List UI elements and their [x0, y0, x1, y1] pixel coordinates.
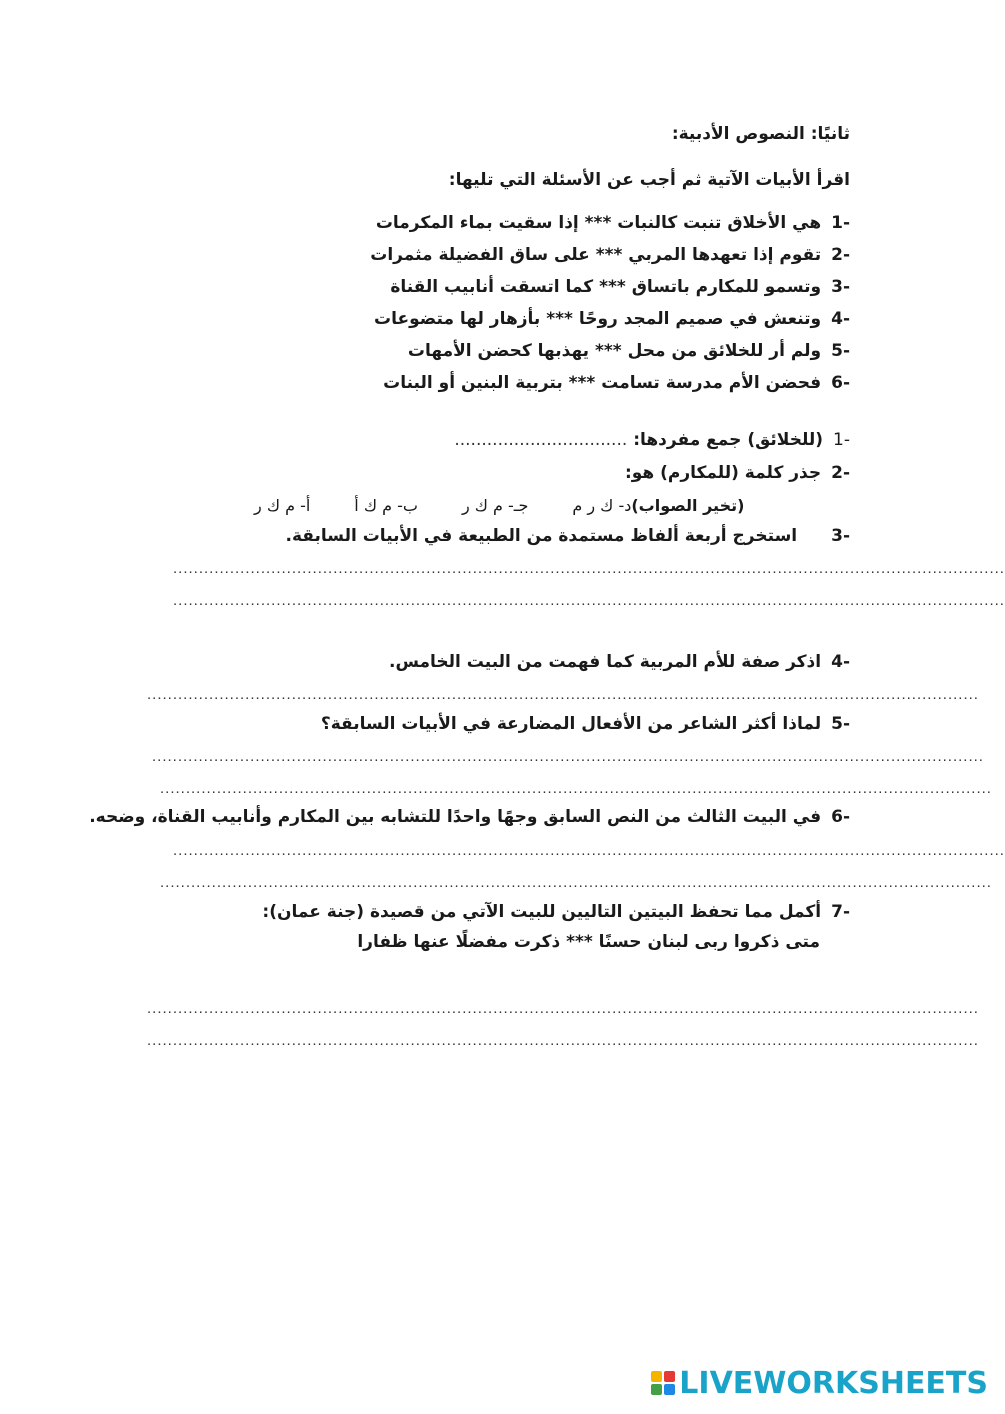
verse-2 [370, 243, 850, 267]
answer-line[interactable]: ................................................................................................................................................................. [173, 592, 1005, 609]
question-4 [389, 650, 850, 674]
question-number: 3- [831, 526, 850, 546]
verse-number: 5- [831, 341, 850, 361]
verse-text: هي الأخلاق تنبت كالنبات *** إذا سقيت بماء المكرمات [375, 213, 822, 233]
verse-1 [376, 211, 850, 235]
question-7 [262, 900, 850, 924]
question-text: (للخلائق) جمع مفردها: [633, 430, 824, 450]
instruction: اقرأ الأبيات الآتية ثم أجب عن الأسئلة التي تليها: [448, 170, 850, 190]
question-number: 1- [833, 430, 850, 450]
answer-line[interactable]: ................................................................................................................................................................. [147, 686, 979, 703]
verse-5 [408, 339, 850, 363]
question-text: استخرج أربعة ألفاظ مستمدة من الطبيعة في الأبيات السابقة. [285, 526, 798, 546]
verse-6 [383, 371, 850, 395]
verse-number: 6- [831, 373, 850, 393]
answer-line[interactable]: ................................................................................................................................................................. [147, 1000, 979, 1017]
answer-line[interactable]: ................................................................................................................................................................. [173, 560, 1005, 577]
verse-number: 2- [831, 245, 850, 265]
question-text: اذكر صفة للأم المربية كما فهمت من البيت الخامس. [389, 652, 822, 672]
answer-line[interactable]: ................................................................................................................................................................. [160, 780, 992, 797]
verse-3 [390, 275, 850, 299]
section-title: ثانيًا: النصوص الأدبية: [671, 124, 850, 144]
verse-number: 1- [831, 213, 850, 233]
answer-options [210, 493, 850, 517]
verse-4 [374, 307, 850, 331]
verse-text: وتسمو للمكارم باتساق *** كما اتسقت أنابيب القناة [390, 277, 822, 297]
question-3 [286, 524, 850, 548]
question-text: أكمل مما تحفظ البيتين التاليين للبيت الآتي من قصيدة (جنة عمان): [262, 902, 822, 922]
verse-text: تقوم إذا تعهدها المربي *** على ساق الفضيلة مثمرات [370, 245, 822, 265]
question-1 [454, 428, 850, 452]
brand-name: LIVEWORKSHEETS [679, 1365, 988, 1401]
question-text: في البيت الثالث من النص السابق وجهًا واحدًا للتشابه بين المكارم وأنابيب القناة، وضحه. [89, 807, 822, 827]
choose-correct-note: (تخير الصواب) [631, 495, 745, 515]
liveworksheets-logo[interactable] [651, 1366, 988, 1400]
logo-squares-icon [651, 1371, 675, 1395]
answer-line[interactable]: ................................................................................................................................................................. [147, 1032, 979, 1049]
answer-line[interactable]: ................................................................................................................................................................. [160, 874, 992, 891]
verse-text: ولم أر للخلائق من محل *** يهذبها كحضن الأمهات [407, 341, 822, 361]
question-6 [89, 805, 850, 829]
question-5 [321, 712, 850, 736]
answer-line[interactable]: ................................................................................................................................................................. [173, 842, 1005, 859]
question-number: 5- [831, 714, 850, 734]
question-number: 4- [831, 652, 850, 672]
verse-text: وتنعش في صميم المجد روحًا *** بأزهار لها متضوعات [374, 309, 822, 329]
question-text: جذر كلمة (للمكارم) هو: [624, 463, 822, 483]
answer-line[interactable]: ................................................................................................................................................................. [152, 748, 984, 765]
answer-blank[interactable]: ................................ [454, 430, 628, 450]
question-text: لماذا أكثر الشاعر من الأفعال المضارعة في الأبيات السابقة؟ [320, 714, 822, 734]
question-number: 6- [831, 807, 850, 827]
question-number: 7- [831, 902, 850, 922]
option-b[interactable]: ب- م ك أ [354, 495, 418, 515]
quoted-verse: متى ذكروا ربى لبنان حسنًا *** ذكرت مفضلًا عنها ظفارا [357, 932, 820, 952]
option-c[interactable]: جـ- م ك ر [461, 495, 529, 515]
option-a[interactable]: أ- م ك ر [254, 495, 311, 515]
question-number: 2- [831, 463, 850, 483]
verse-text: فحضن الأم مدرسة تسامت *** بتربية البنين أو البنات [383, 373, 822, 393]
question-2 [625, 461, 850, 485]
option-d[interactable]: د- ك ر م [572, 495, 632, 515]
verse-number: 3- [831, 277, 850, 297]
verse-number: 4- [831, 309, 850, 329]
